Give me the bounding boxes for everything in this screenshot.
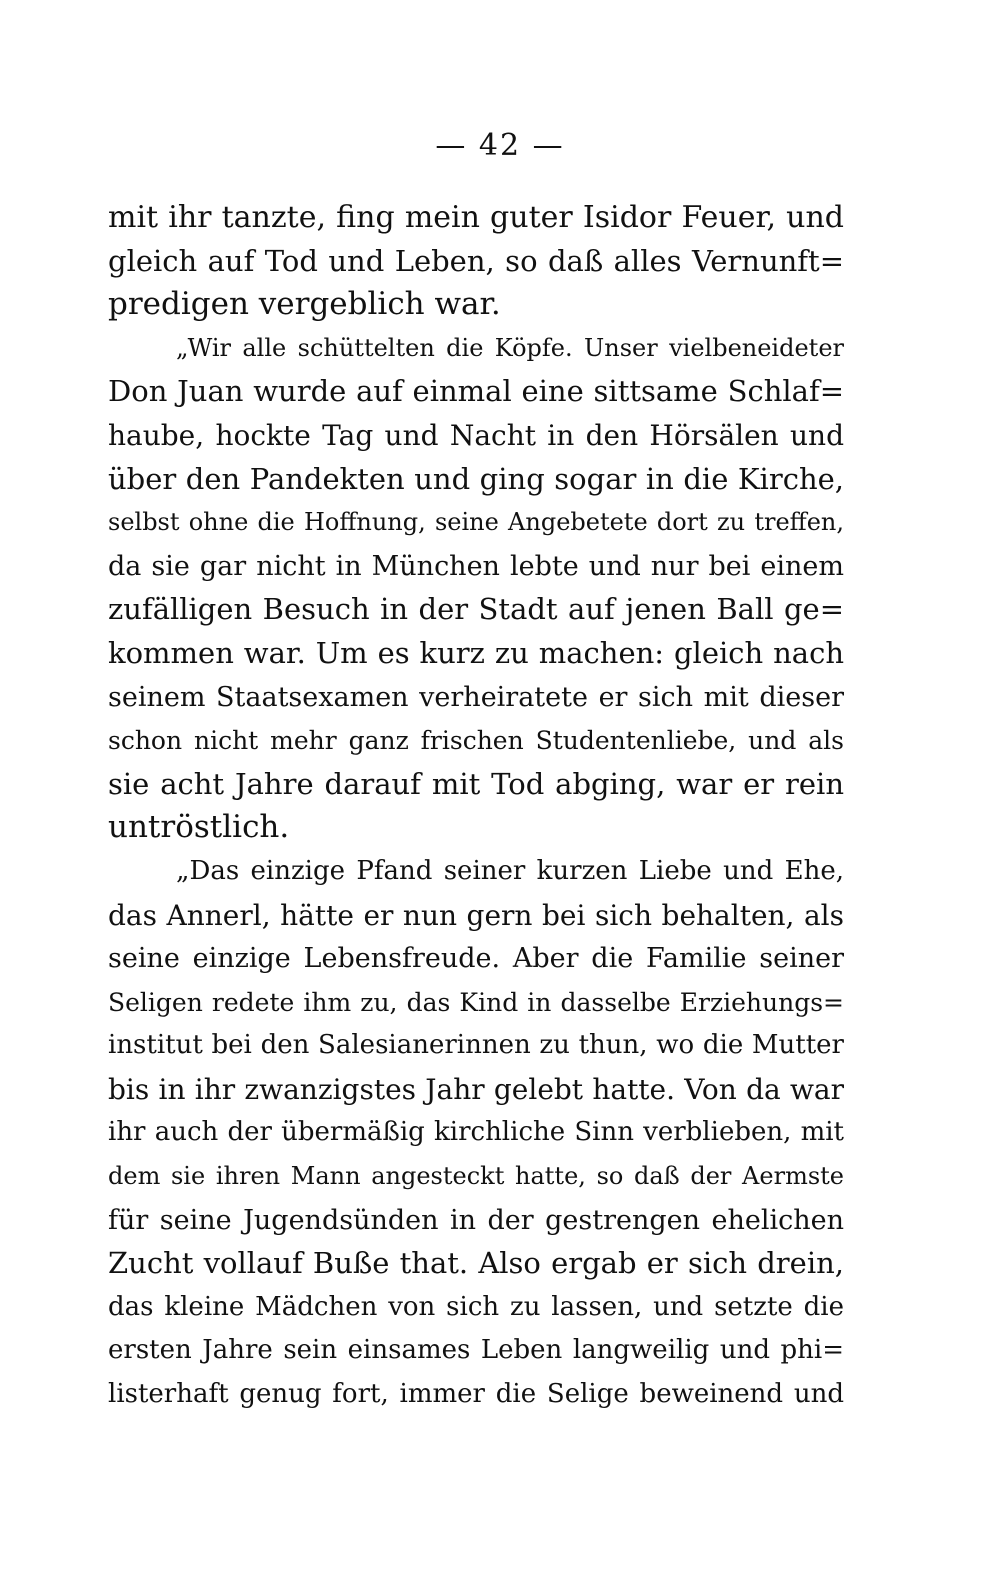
- text-line: sie acht Jahre darauf mit Tod abging, war er rein: [108, 766, 844, 801]
- text-line: bis in ihr zwanzigstes Jahr gelebt hatte. Von da war: [108, 1072, 844, 1106]
- text-line: Seligen redete ihm zu, das Kind in dasselbe Erziehungs=: [108, 987, 844, 1017]
- text-line: schon nicht mehr ganz frischen Studentenliebe, und als: [108, 726, 844, 756]
- text-line: untröstlich.: [108, 809, 290, 846]
- text-line: mit ihr tanzte, fing mein guter Isidor Feuer, und: [108, 200, 844, 235]
- text-line: seine einzige Lebensfreude. Aber die Familie seiner: [108, 943, 844, 975]
- text-line: das kleine Mädchen von sich zu lassen, und setzte die: [108, 1291, 844, 1322]
- text-line: „Wir alle schüttelten die Köpfe. Unser vielbeneideter: [176, 333, 844, 362]
- text-line: ihr auch der übermäßig kirchliche Sinn verblieben, mit: [108, 1117, 844, 1148]
- page-number: — 42 —: [435, 128, 565, 163]
- text-line: ersten Jahre sein einsames Leben langweilig und phi=: [108, 1335, 844, 1366]
- text-line: „Das einzige Pfand seiner kurzen Liebe und Ehe,: [176, 855, 844, 886]
- text-line: gleich auf Tod und Leben, so daß alles Vernunft=: [108, 243, 844, 278]
- text-line: dem sie ihren Mann angesteckt hatte, so daß der Aermste: [108, 1162, 844, 1191]
- text-line: predigen vergeblich war.: [108, 286, 501, 323]
- text-line: haube, hockte Tag und Nacht in den Hörsälen und: [108, 418, 844, 452]
- text-line: für seine Jugendsünden in der gestrengen ehelichen: [108, 1204, 844, 1236]
- text-line: das Annerl, hätte er nun gern bei sich behalten, als: [108, 898, 844, 932]
- text-line: da sie gar nicht in München lebte und nur bei einem: [108, 550, 844, 582]
- text-line: Don Juan wurde auf einmal eine sittsame Schlaf=: [108, 374, 844, 409]
- text-line: Zucht vollauf Buße that. Also ergab er sich drein,: [108, 1246, 844, 1281]
- text-line: zufälligen Besuch in der Stadt auf jenen Ball ge=: [108, 592, 844, 627]
- text-line: kommen war. Um es kurz zu machen: gleich nach: [108, 635, 844, 670]
- body-text: [108, 196, 844, 1417]
- text-line: institut bei den Salesianerinnen zu thun, wo die Mutter: [108, 1030, 844, 1061]
- text-line: listerhaft genug fort, immer die Selige beweinend und: [108, 1379, 844, 1410]
- text-line: selbst ohne die Hoffnung, seine Angebetete dort zu treffen,: [108, 508, 844, 537]
- text-line: seinem Staatsexamen verheiratete er sich mit dieser: [108, 681, 844, 713]
- text-line: über den Pandekten und ging sogar in die Kirche,: [108, 461, 844, 496]
